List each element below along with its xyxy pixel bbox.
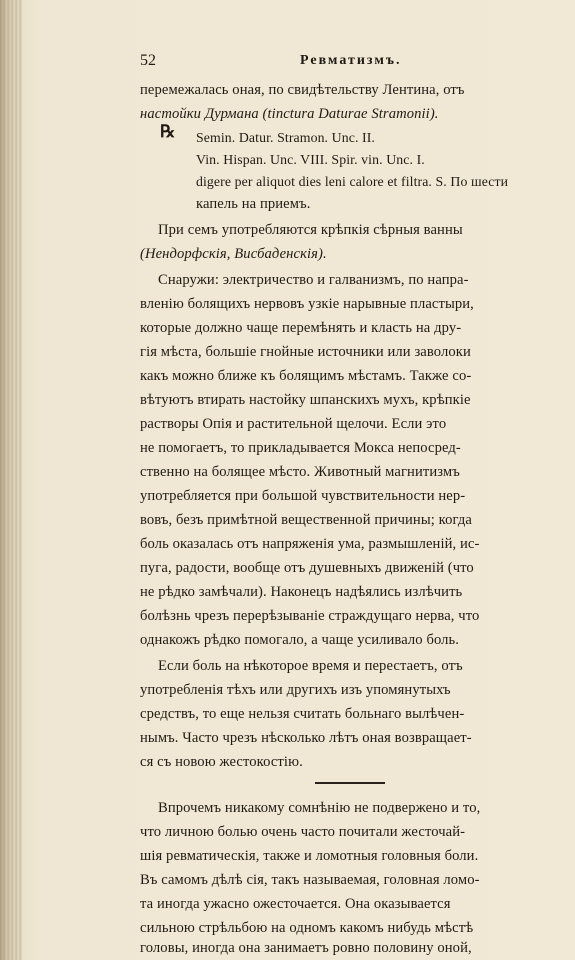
text-line: что личною болью очень часто почитали жесточай- <box>140 824 466 840</box>
text-line: головы, иногда она занимаетъ ровно половину оной, <box>140 940 472 956</box>
text-line: вовъ, безъ примѣтной вещественной причины; когда <box>140 512 472 528</box>
text-line: настойки Дурмана (tinctura Daturae Stramonii). <box>140 106 439 122</box>
page-number: 52 <box>140 52 156 69</box>
recipe-line: Vin. Hispan. Unc. VIII. Spir. vin. Unc. I. <box>196 152 425 167</box>
text-line: пуга, радости, вообще отъ душевныхъ движеній (что <box>140 560 474 576</box>
recipe-symbol: ℞ <box>160 122 176 141</box>
text-line: вѣтуютъ втирать настойку шпанскихъ мухъ, крѣпкіе <box>140 392 471 408</box>
text-line: Если боль на нѣкоторое время и перестаетъ, отъ <box>158 658 463 674</box>
text-line: Впрочемъ никакому сомнѣнію не подвержено и то, <box>158 800 481 816</box>
page-binding-edge <box>0 0 22 960</box>
text-line: (Нендорфскія, Висбаденскія). <box>140 246 327 262</box>
text-line: перемежалась оная, по свидѣтельству Лентина, отъ <box>140 82 465 98</box>
recipe-line: Semin. Datur. Stramon. Unc. II. <box>196 130 375 145</box>
text-line: ственно на болящее мѣсто. Животный магнитизмъ <box>140 464 460 480</box>
text-line: употребляется при большой чувствительности нер- <box>140 488 466 504</box>
text-line: боль оказалась отъ напряженія ума, размышленій, ис- <box>140 536 480 552</box>
text-line: та иногда ужасно ожесточается. Она оказывается <box>140 896 451 912</box>
text-line: сильною стрѣльбою на одномъ какомъ нибудь мѣстѣ <box>140 920 474 936</box>
page-header <box>140 52 560 74</box>
text-line: употребленія тѣхъ или другихъ изъ упомянутыхъ <box>140 682 451 698</box>
text-line: которые должно чаще перемѣнять и класть на дру- <box>140 320 462 336</box>
text-line: вленію болящихъ нервовъ узкіе нарывные пластыри, <box>140 296 474 312</box>
text-line: однакожъ рѣдко помогало, а чаще усиливало боль. <box>140 632 460 648</box>
text-line: растворы Опія и растительной щелочи. Если это <box>140 416 447 432</box>
section-divider <box>315 782 385 784</box>
text-line: гія мѣста, большіе гнойные источники или заволоки <box>140 344 471 360</box>
text-line: Снаружи: электричество и галванизмъ, по напра- <box>158 272 469 288</box>
text-line: При семъ употребляются крѣпкія сѣрныя ванны <box>158 222 463 238</box>
text-line: шія ревматическія, также и ломотныя головныя боли. <box>140 848 479 864</box>
recipe-line: капель на приемъ. <box>196 196 311 212</box>
text-line: болѣзнь чрезъ перерѣзываніе страждущаго нерва, что <box>140 608 480 624</box>
text-line: ся съ новою жестокостію. <box>140 754 303 770</box>
text-line: не рѣдко замѣчали). Наконецъ надѣялись излѣчить <box>140 584 463 600</box>
text-line: нымъ. Часто чрезъ нѣсколько лѣтъ оная возвращает- <box>140 730 472 746</box>
recipe-line: digere per aliquot dies leni calore et filtra. S. По шести <box>196 174 509 189</box>
text-line: средствъ, то еще нельзя считать больнаго вылѣчен- <box>140 706 465 722</box>
text-line: не помогаетъ, то прикладывается Мокса непосред- <box>140 440 461 456</box>
text-line: какъ можно ближе къ болящимъ мѣстамъ. Также со- <box>140 368 472 384</box>
text-line: Въ самомъ дѣлѣ сія, такъ называемая, головная ломо- <box>140 872 480 888</box>
running-title: Ревматизмъ. <box>300 53 402 68</box>
